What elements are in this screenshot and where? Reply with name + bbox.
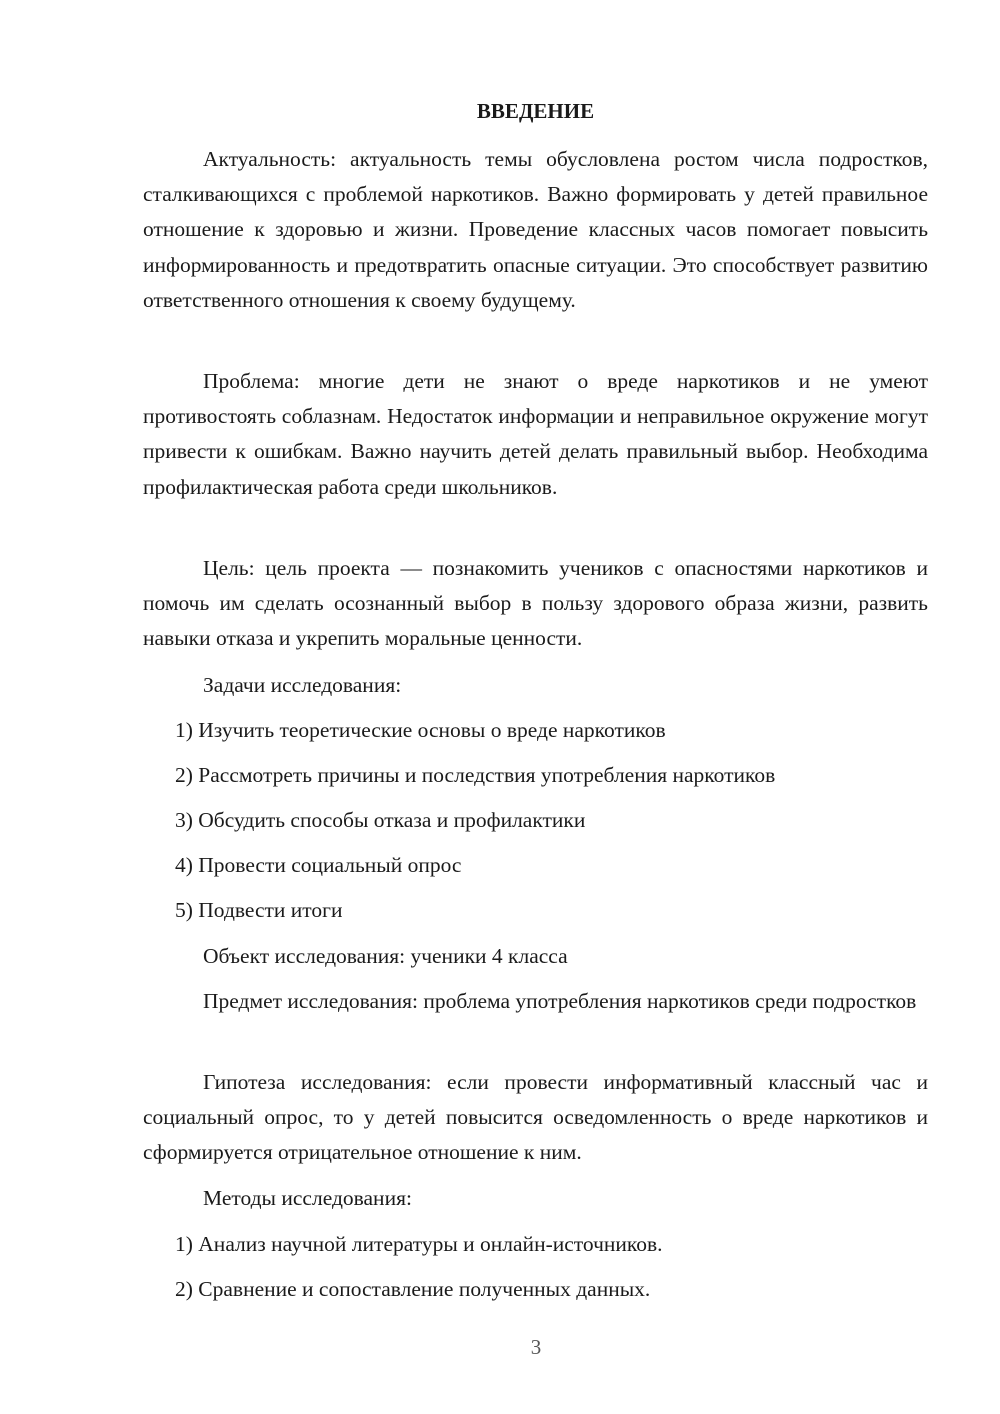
- object-line: Объект исследования: ученики 4 класса: [203, 944, 568, 968]
- method-item: 2) Сравнение и сопоставление полученных данных.: [175, 1277, 651, 1301]
- subject-paragraph: Предмет исследования: проблема употребления наркотиков среди подростков: [203, 989, 917, 1013]
- goal-paragraph: Цель: цель проекта — познакомить учеников с опасностями наркотиков и помочь им сделать осознанный выбор в пользу здорового образа жизни, развить навыки отказа и укрепить моральные ценности.: [143, 556, 928, 651]
- page-number: 3: [530, 1335, 542, 1359]
- problem-paragraph: Проблема: многие дети не знают о вреде наркотиков и не умеют противостоять соблазнам. Недостаток информации и неправильное окружение могут привести к ошибкам. Важно научить детей делать правильный выбор. Необходима профилактическая работа среди школьников.: [143, 369, 928, 499]
- hypothesis-paragraph: Гипотеза исследования: если провести информативный классный час и социальный опрос, то у детей повысится осведомленность о вреде наркотиков и сформируется отрицательное отношение к ним.: [143, 1070, 928, 1165]
- methods-label: Методы исследования:: [203, 1186, 412, 1210]
- task-item: 5) Подвести итоги: [175, 898, 343, 922]
- task-item: 1) Изучить теоретические основы о вреде наркотиков: [175, 718, 666, 742]
- task-item: 4) Провести социальный опрос: [175, 853, 462, 877]
- relevance-paragraph: Актуальность: актуальность темы обусловлена ростом числа подростков, сталкивающихся с проблемой наркотиков. Важно формировать у детей правильное отношение к здоровью и жизни. Проведение классных часов помогает повысить информированность и предотвратить опасные ситуации. Это способствует развитию ответственного отношения к своему будущему.: [143, 147, 928, 312]
- task-item: 3) Обсудить способы отказа и профилактики: [175, 808, 586, 832]
- section-heading: ВВЕДЕНИЕ: [476, 99, 595, 123]
- tasks-label: Задачи исследования:: [203, 673, 402, 697]
- method-item: 1) Анализ научной литературы и онлайн-источников.: [175, 1232, 663, 1256]
- task-item: 2) Рассмотреть причины и последствия употребления наркотиков: [175, 763, 776, 787]
